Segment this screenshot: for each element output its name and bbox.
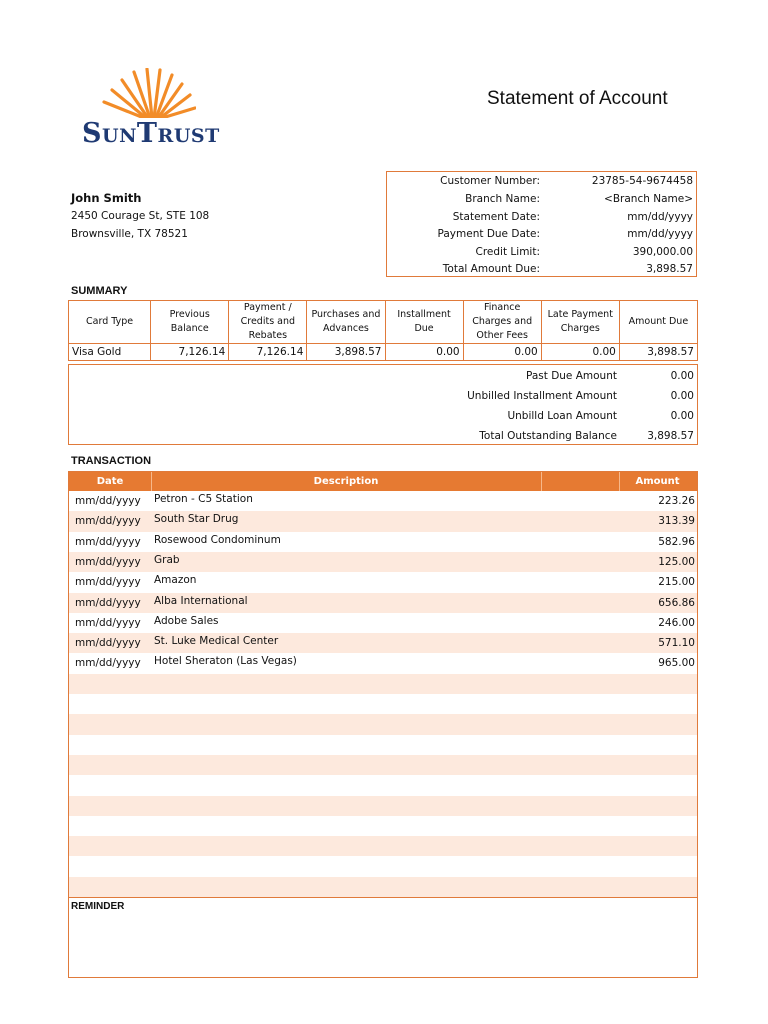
transaction-amount: 656.86 bbox=[658, 596, 695, 609]
transaction-description: Petron - C5 Station bbox=[154, 493, 253, 505]
transaction-header-date: Date bbox=[69, 472, 152, 491]
summary-header-installment-due: Installment Due bbox=[385, 301, 463, 344]
summary-header-finance-charges: Finance Charges and Other Fees bbox=[463, 301, 541, 344]
balance-row bbox=[69, 430, 697, 450]
credit-limit-value: 390,000.00 bbox=[632, 246, 693, 258]
unbilled-installment-label: Unbilled Installment Amount bbox=[467, 390, 617, 402]
transaction-date: mm/dd/yyyy bbox=[75, 555, 141, 568]
summary-section-title: SUMMARY bbox=[71, 285, 128, 297]
statement-date-label: Statement Date: bbox=[452, 210, 540, 223]
empty-transaction-row bbox=[69, 796, 697, 816]
summary-late-payment: 0.00 bbox=[541, 344, 619, 361]
summary-header-late-payment: Late Payment Charges bbox=[541, 301, 619, 344]
summary-header-row bbox=[69, 301, 698, 344]
transaction-table bbox=[68, 471, 698, 898]
transaction-row bbox=[69, 552, 697, 572]
account-info-row bbox=[387, 211, 696, 229]
summary-header-purchases: Purchases and Advances bbox=[307, 301, 385, 344]
transaction-description: Rosewood Condominum bbox=[154, 533, 281, 546]
transaction-row bbox=[69, 572, 697, 592]
transaction-date: mm/dd/yyyy bbox=[75, 576, 141, 589]
reminder-label: REMINDER bbox=[71, 901, 125, 912]
customer-number-value: 23785-54-9674458 bbox=[591, 175, 693, 187]
account-info-row bbox=[387, 228, 696, 246]
summary-finance-charges: 0.00 bbox=[463, 344, 541, 361]
transaction-header-description: Description bbox=[151, 472, 542, 491]
transaction-date: mm/dd/yyyy bbox=[75, 535, 141, 548]
total-outstanding-label: Total Outstanding Balance bbox=[479, 430, 617, 442]
summary-card-type: Visa Gold bbox=[69, 344, 151, 361]
transaction-section-title: TRANSACTION bbox=[71, 455, 152, 467]
transaction-description: Amazon bbox=[154, 574, 197, 587]
brand-logo-text: SunTrust bbox=[82, 118, 220, 149]
transaction-amount: 313.39 bbox=[658, 515, 695, 528]
transaction-amount: 571.10 bbox=[658, 637, 695, 650]
transaction-description: Alba International bbox=[154, 594, 248, 607]
branch-name-label: Branch Name: bbox=[465, 193, 540, 205]
account-info-row bbox=[387, 246, 696, 264]
customer-address-line2: Brownsville, TX 78521 bbox=[71, 228, 188, 240]
total-amount-due-label: Total Amount Due: bbox=[442, 263, 540, 275]
transaction-date: mm/dd/yyyy bbox=[75, 596, 141, 609]
summary-amount-due: 3,898.57 bbox=[619, 344, 697, 361]
balance-row bbox=[69, 410, 697, 430]
summary-installment-due: 0.00 bbox=[385, 344, 463, 361]
sun-rays-logo-icon bbox=[100, 68, 196, 118]
past-due-label: Past Due Amount bbox=[525, 370, 617, 382]
transaction-amount: 246.00 bbox=[658, 616, 695, 629]
transaction-amount: 125.00 bbox=[658, 555, 695, 568]
account-info-box bbox=[386, 171, 697, 277]
total-amount-due-value: 3,898.57 bbox=[646, 263, 693, 275]
account-info-row bbox=[387, 193, 696, 211]
transaction-row bbox=[69, 653, 697, 673]
past-due-value: 0.00 bbox=[670, 370, 694, 382]
balance-row bbox=[69, 370, 697, 390]
page-title: Statement of Account bbox=[487, 88, 668, 109]
transaction-date: mm/dd/yyyy bbox=[75, 637, 141, 650]
customer-number-label: Customer Number: bbox=[440, 175, 540, 187]
unbilled-loan-value: 0.00 bbox=[670, 410, 694, 422]
customer-address-line1: 2450 Courage St, STE 108 bbox=[71, 210, 210, 222]
branch-name-value: <Branch Name> bbox=[604, 193, 693, 205]
transaction-header-spacer bbox=[541, 472, 620, 491]
empty-transaction-row bbox=[69, 836, 697, 856]
summary-header-payment-credits: Payment / Credits and Rebates bbox=[229, 301, 307, 344]
credit-limit-label: Credit Limit: bbox=[475, 246, 540, 258]
balance-row bbox=[69, 390, 697, 410]
transaction-row bbox=[69, 593, 697, 613]
empty-transaction-row bbox=[69, 735, 697, 755]
transaction-date: mm/dd/yyyy bbox=[75, 616, 141, 629]
account-info-row bbox=[387, 263, 696, 281]
transaction-date: mm/dd/yyyy bbox=[75, 515, 141, 528]
summary-header-amount-due: Amount Due bbox=[619, 301, 697, 344]
account-info-row bbox=[387, 175, 696, 193]
empty-transaction-row bbox=[69, 775, 697, 795]
transaction-row bbox=[69, 613, 697, 633]
empty-transaction-row bbox=[69, 714, 697, 734]
transaction-header-row bbox=[69, 472, 697, 491]
transaction-description: Hotel Sheraton (Las Vegas) bbox=[154, 655, 297, 668]
customer-name: John Smith bbox=[71, 191, 142, 205]
transaction-row bbox=[69, 511, 697, 531]
transaction-row bbox=[69, 633, 697, 653]
summary-header-previous-balance: Previous Balance bbox=[151, 301, 229, 344]
empty-transaction-row bbox=[69, 856, 697, 876]
unbilled-loan-label: Unbilld Loan Amount bbox=[507, 410, 617, 422]
summary-previous-balance: 7,126.14 bbox=[151, 344, 229, 361]
payment-due-date-value: mm/dd/yyyy bbox=[627, 228, 693, 240]
empty-transaction-row bbox=[69, 877, 697, 897]
transaction-amount: 215.00 bbox=[658, 576, 695, 589]
summary-table bbox=[68, 300, 698, 361]
transaction-row bbox=[69, 491, 697, 511]
balance-summary-box bbox=[68, 364, 698, 445]
transaction-amount: 582.96 bbox=[658, 535, 695, 548]
transaction-date: mm/dd/yyyy bbox=[75, 657, 141, 670]
transaction-header-amount: Amount bbox=[635, 476, 680, 487]
empty-transaction-row bbox=[69, 674, 697, 694]
summary-header-card-type: Card Type bbox=[69, 301, 151, 344]
transaction-description: Adobe Sales bbox=[154, 614, 219, 627]
transaction-description: Grab bbox=[154, 553, 180, 566]
empty-transaction-row bbox=[69, 755, 697, 775]
empty-transaction-row bbox=[69, 694, 697, 714]
unbilled-installment-value: 0.00 bbox=[670, 390, 694, 402]
transaction-row bbox=[69, 532, 697, 552]
reminder-box bbox=[68, 897, 698, 978]
summary-data-row bbox=[69, 344, 698, 361]
transaction-description: South Star Drug bbox=[154, 513, 239, 526]
transaction-description: St. Luke Medical Center bbox=[154, 635, 279, 648]
summary-payment-credits: 7,126.14 bbox=[229, 344, 307, 361]
summary-purchases: 3,898.57 bbox=[307, 344, 385, 361]
total-outstanding-value: 3,898.57 bbox=[647, 430, 694, 442]
transaction-amount: 223.26 bbox=[658, 495, 695, 507]
transaction-amount: 965.00 bbox=[658, 657, 695, 670]
statement-date-value: mm/dd/yyyy bbox=[627, 210, 693, 223]
empty-transaction-row bbox=[69, 816, 697, 836]
transaction-date: mm/dd/yyyy bbox=[75, 495, 141, 507]
payment-due-date-label: Payment Due Date: bbox=[437, 228, 540, 240]
